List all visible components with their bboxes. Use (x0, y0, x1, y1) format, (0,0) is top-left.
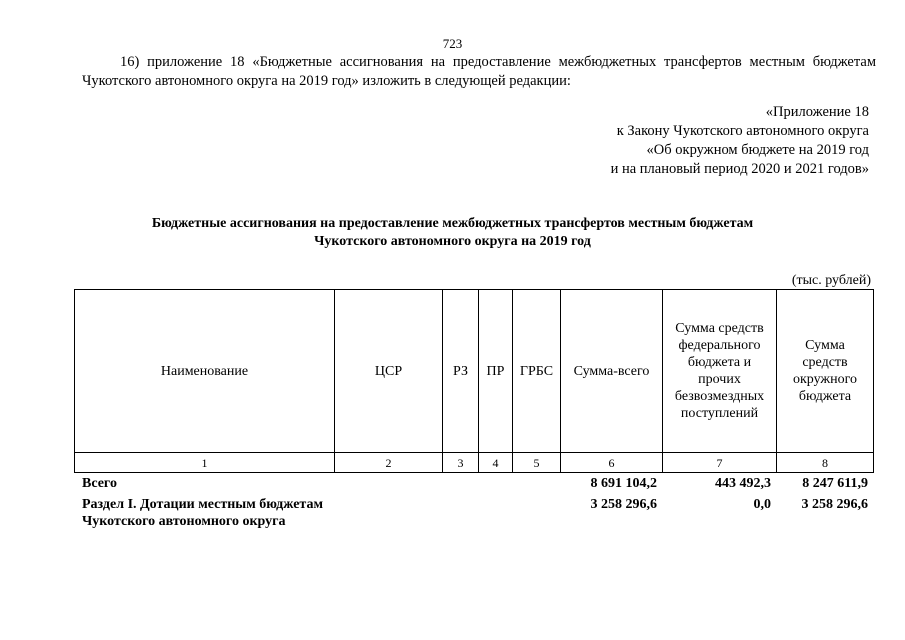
row-total-amount: 8 691 104,2 (590, 476, 657, 491)
row-name: Всего (82, 476, 117, 491)
column-number: 7 (663, 453, 777, 473)
page-number: 723 (442, 36, 463, 51)
appendix-line: к Закону Чукотского автономного округа (616, 123, 869, 139)
allocations-table-header (74, 289, 874, 473)
appendix-header (611, 103, 869, 179)
row-federal-amount: 443 492,3 (715, 476, 771, 491)
column-header-csr: ЦСР (335, 290, 443, 453)
title-line: Чукотского автономного округа на 2019 год (314, 234, 591, 249)
column-header-grbs: ГРБС (513, 290, 561, 453)
row-regional-amount: 8 247 611,9 (802, 476, 868, 491)
column-number: 5 (513, 453, 561, 473)
row-total-amount: 3 258 296,6 (590, 497, 657, 512)
appendix-line: «Об окружном бюджете на 2019 год (646, 142, 869, 158)
column-number: 6 (561, 453, 663, 473)
appendix-line: и на плановый период 2020 и 2021 годов» (610, 161, 869, 177)
row-federal-amount: 0,0 (753, 497, 771, 512)
column-number: 3 (443, 453, 479, 473)
column-header-pr: ПР (479, 290, 513, 453)
row-name: Раздел I. Дотации местным бюджетам Чукотского автономного округа (82, 497, 324, 529)
intro-paragraph-line-1: 16) приложение 18 «Бюджетные ассигнования на предоставление межбюджетных трансфертов местным бюджетам (120, 54, 876, 70)
row-regional-amount: 3 258 296,6 (801, 497, 868, 512)
column-header-rz: РЗ (443, 290, 479, 453)
column-number: 1 (75, 453, 335, 473)
column-number: 2 (335, 453, 443, 473)
units-label: (тыс. рублей) (791, 273, 871, 288)
column-header-regional: Сумма средств окружного бюджета (777, 290, 874, 453)
column-number: 8 (777, 453, 874, 473)
intro-paragraph-line-2: Чукотского автономного округа на 2019 год» изложить в следующей редакции: (82, 73, 571, 89)
column-header-total: Сумма-всего (561, 290, 663, 453)
document-title (0, 215, 905, 251)
column-header-name: Наименование (75, 290, 335, 453)
appendix-line: «Приложение 18 (765, 104, 869, 120)
column-header-federal: Сумма средств федерального бюджета и прочих безвозмездных поступлений (663, 290, 777, 453)
column-number: 4 (479, 453, 513, 473)
title-line: Бюджетные ассигнования на предоставление межбюджетных трансфертов местным бюджетам (151, 216, 754, 231)
